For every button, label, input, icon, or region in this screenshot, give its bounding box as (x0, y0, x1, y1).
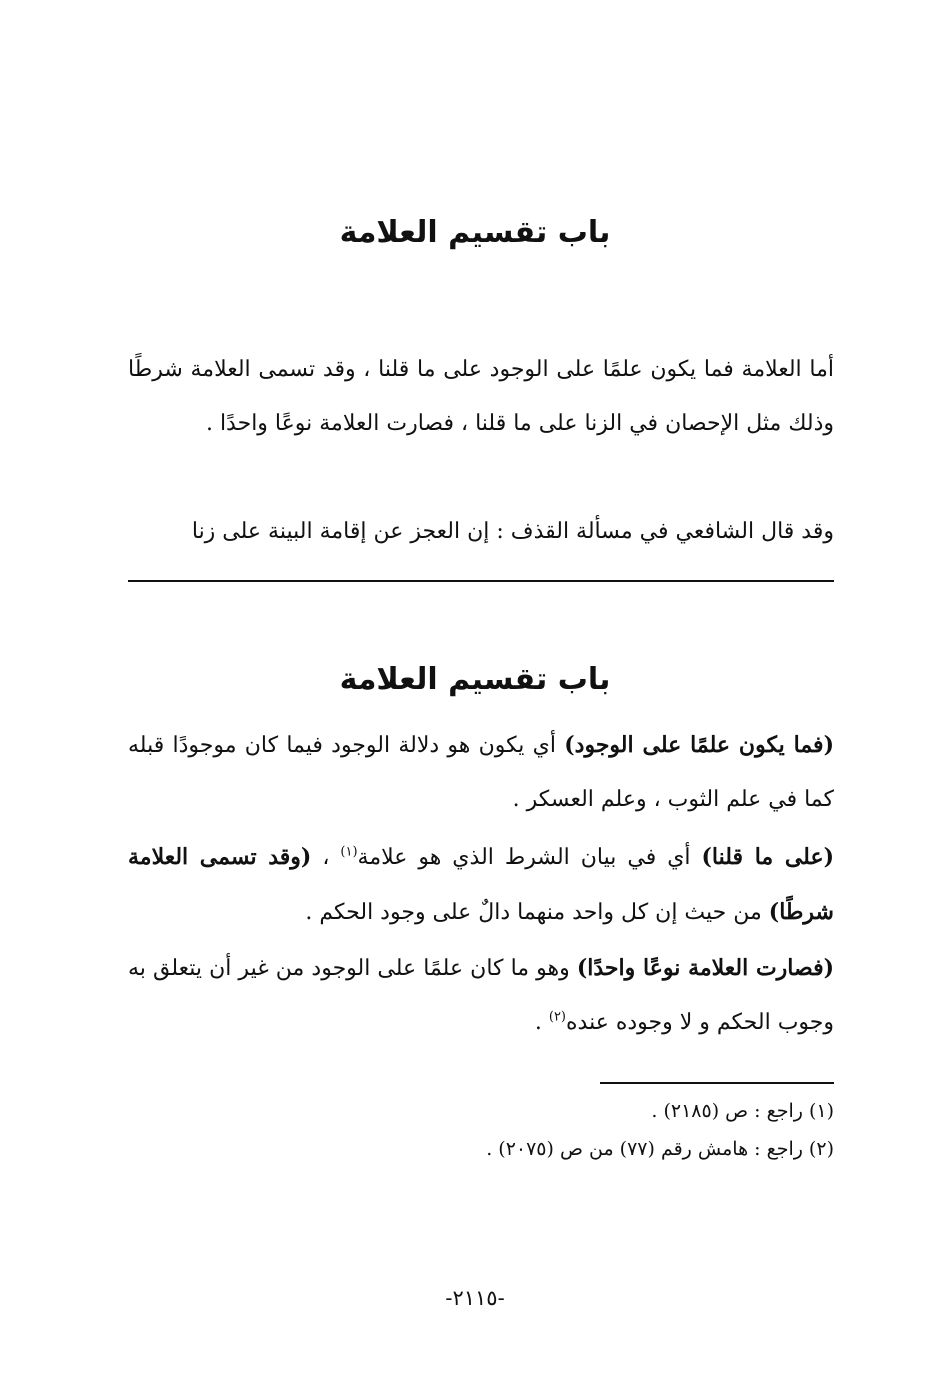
sharh-paragraph-1 (128, 718, 834, 827)
matn-heading: باب تقسيم العلامة (339, 215, 611, 250)
matn-paragraph-2: وقد قال الشافعي في مسألة القذف : إن العجز عن إقامة البينة على زنا (191, 519, 834, 544)
footnote-1: (١) راجع : ص (٢١٨٥) . (651, 1100, 834, 1122)
quoted-phrase: (فصارت العلامة نوعًا واحدًا) (576, 955, 835, 981)
matn-paragraph-1: أما العلامة فما يكون علمًا على الوجود على ما قلنا ، وقد تسمى العلامة شرطًا وذلك مثل الإحصان في الزنا على ما قلنا ، فصارت العلامة نوعًا واحدًا . (128, 357, 834, 436)
sharh-paragraph-2 (128, 830, 834, 940)
page-number: -٢١١٥- (445, 1286, 505, 1310)
quoted-phrase: (وقد تسمى العلامة شرطًا) (128, 844, 834, 925)
footnote-2: (٢) راجع : هامش رقم (٧٧) من ص (٢٠٧٥) . (486, 1138, 834, 1160)
sharh-heading: باب تقسيم العلامة (339, 662, 611, 697)
separator: ، (322, 845, 330, 870)
sharh-paragraph-3 (128, 941, 834, 1050)
section-divider (128, 580, 834, 582)
commentary-text: وهو ما كان علمًا على الوجود من غير أن يتعلق به وجوب الحكم و لا وجوده عنده (128, 956, 834, 1035)
footnote-ref[interactable]: (٢) (548, 1009, 566, 1025)
commentary-text: أي يكون هو دلالة الوجود فيما كان موجودًا قبله كما في علم الثوب ، وعلم العسكر . (128, 733, 834, 812)
sentence-end: . (534, 1010, 542, 1035)
commentary-text: أي في بيان الشرط الذي هو علامة (357, 845, 691, 870)
footnote-divider (600, 1082, 834, 1084)
footnotes (300, 1092, 834, 1168)
footnote-ref[interactable]: (١) (340, 844, 358, 860)
quoted-phrase: (فما يكون علمًا على الوجود) (564, 732, 834, 758)
commentary-text: من حيث إن كل واحد منهما دالٌ على وجود الحكم . (305, 900, 762, 925)
quoted-phrase: (على ما قلنا) (701, 844, 834, 870)
